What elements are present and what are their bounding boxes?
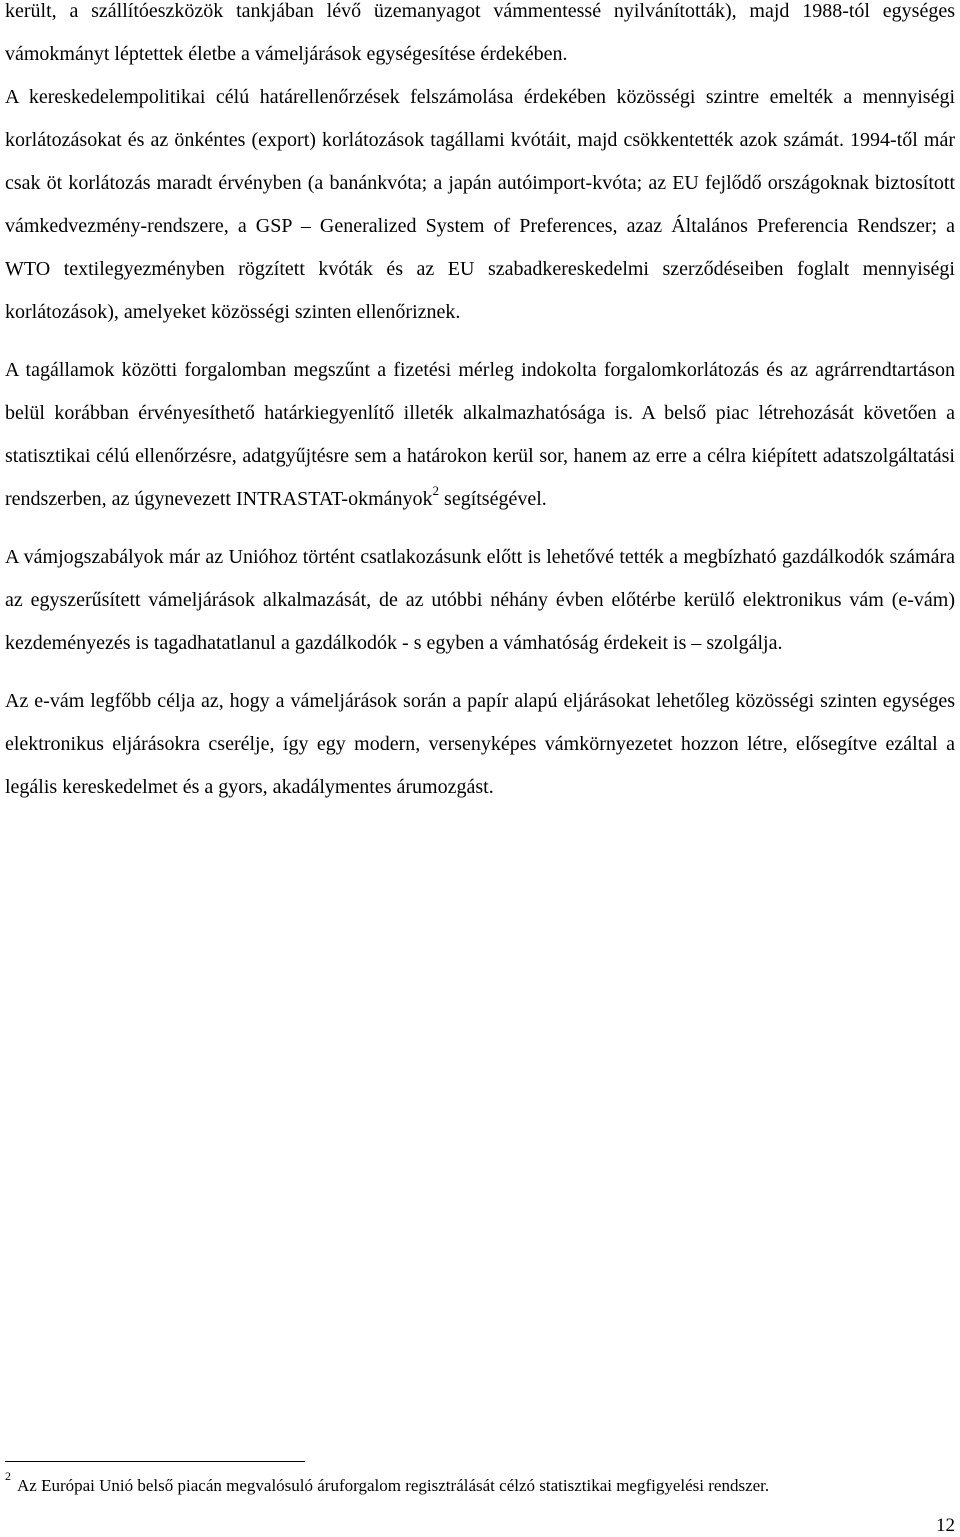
paragraph-intrastat [5,349,955,521]
document-body [5,0,955,809]
paragraph-continuation: került, a szállítóeszközök tankjában lévő üzemanyagot vámmentessé nyilvánították), majd 1988-tól egységes vámokmányt léptettek életbe a vámeljárások egységesítése érdekében. [5,0,955,65]
footnote [5,1469,955,1497]
paragraph-customs-law: A vámjogszabályok már az Unióhoz történt csatlakozásunk előtt is lehetővé tették a megbízható gazdálkodók számára az egyszerűsített vámeljárások alkalmazását, de az utóbbi néhány évben előtérbe kerülő elektronikus vám (e-vám) kezdeményezés is tagadhatatlanul a gazdálkodók - s egyben a vámhatóság érdekeit is – szolgálja. [5,546,955,654]
paragraph-intrastat-text: A tagállamok közötti forgalomban megszűnt a fizetési mérleg indokolta forgalomkorlátozás és az agrárrendtartáson belül korábban érvényesíthető határkiegyenlítő illeték alkalmazhatósága is. A belső piac létrehozását követően a statisztikai célú ellenőrzésre, adatgyűjtésre sem a határokon kerül sor, hanem az erre a célra kiépített adatszolgáltatási rendszerben, az úgynevezett INTRASTAT-okmányok [5,359,955,510]
footnote-number: 2 [5,1469,11,1484]
footnote-separator [5,1461,305,1462]
footnote-reference[interactable]: 2 [432,483,440,499]
page-number: 12 [936,1515,955,1536]
footnote-text: Az Európai Unió belső piacán megvalósuló áruforgalom regisztrálását célzó statisztikai megfigyelési rendszer. [17,1476,770,1495]
paragraph-e-customs: Az e-vám legfőbb célja az, hogy a vámeljárások során a papír alapú eljárásokat lehetőleg közösségi szinten egységes elektronikus eljárásokra cserélje, így egy modern, versenyképes vámkörnyezetet hozzon létre, elősegítve ezáltal a legális kereskedelmet és a gyors, akadálymentes árumozgást. [5,690,955,798]
paragraph-intrastat-tail: segítségével. [439,488,547,510]
paragraph-border-controls: A kereskedelempolitikai célú határellenőrzések felszámolása érdekében közösségi szintre emelték a mennyiségi korlátozásokat és az önkéntes (export) korlátozások tagállami kvótáit, majd csökkentették azok számát. 1994-től már csak öt korlátozás maradt érvényben (a banánkvóta; a japán autóimport-kvóta; az EU fejlődő országoknak biztosított vámkedvezmény-rendszere, a GSP – Generalized System of Preferences, azaz Általános Preferencia Rendszer; a WTO textilegyezményben rögzített kvóták és az EU szabadkereskedelmi szerződéseiben foglalt mennyiségi korlátozások), amelyeket közösségi szinten ellenőriznek. [5,86,955,323]
